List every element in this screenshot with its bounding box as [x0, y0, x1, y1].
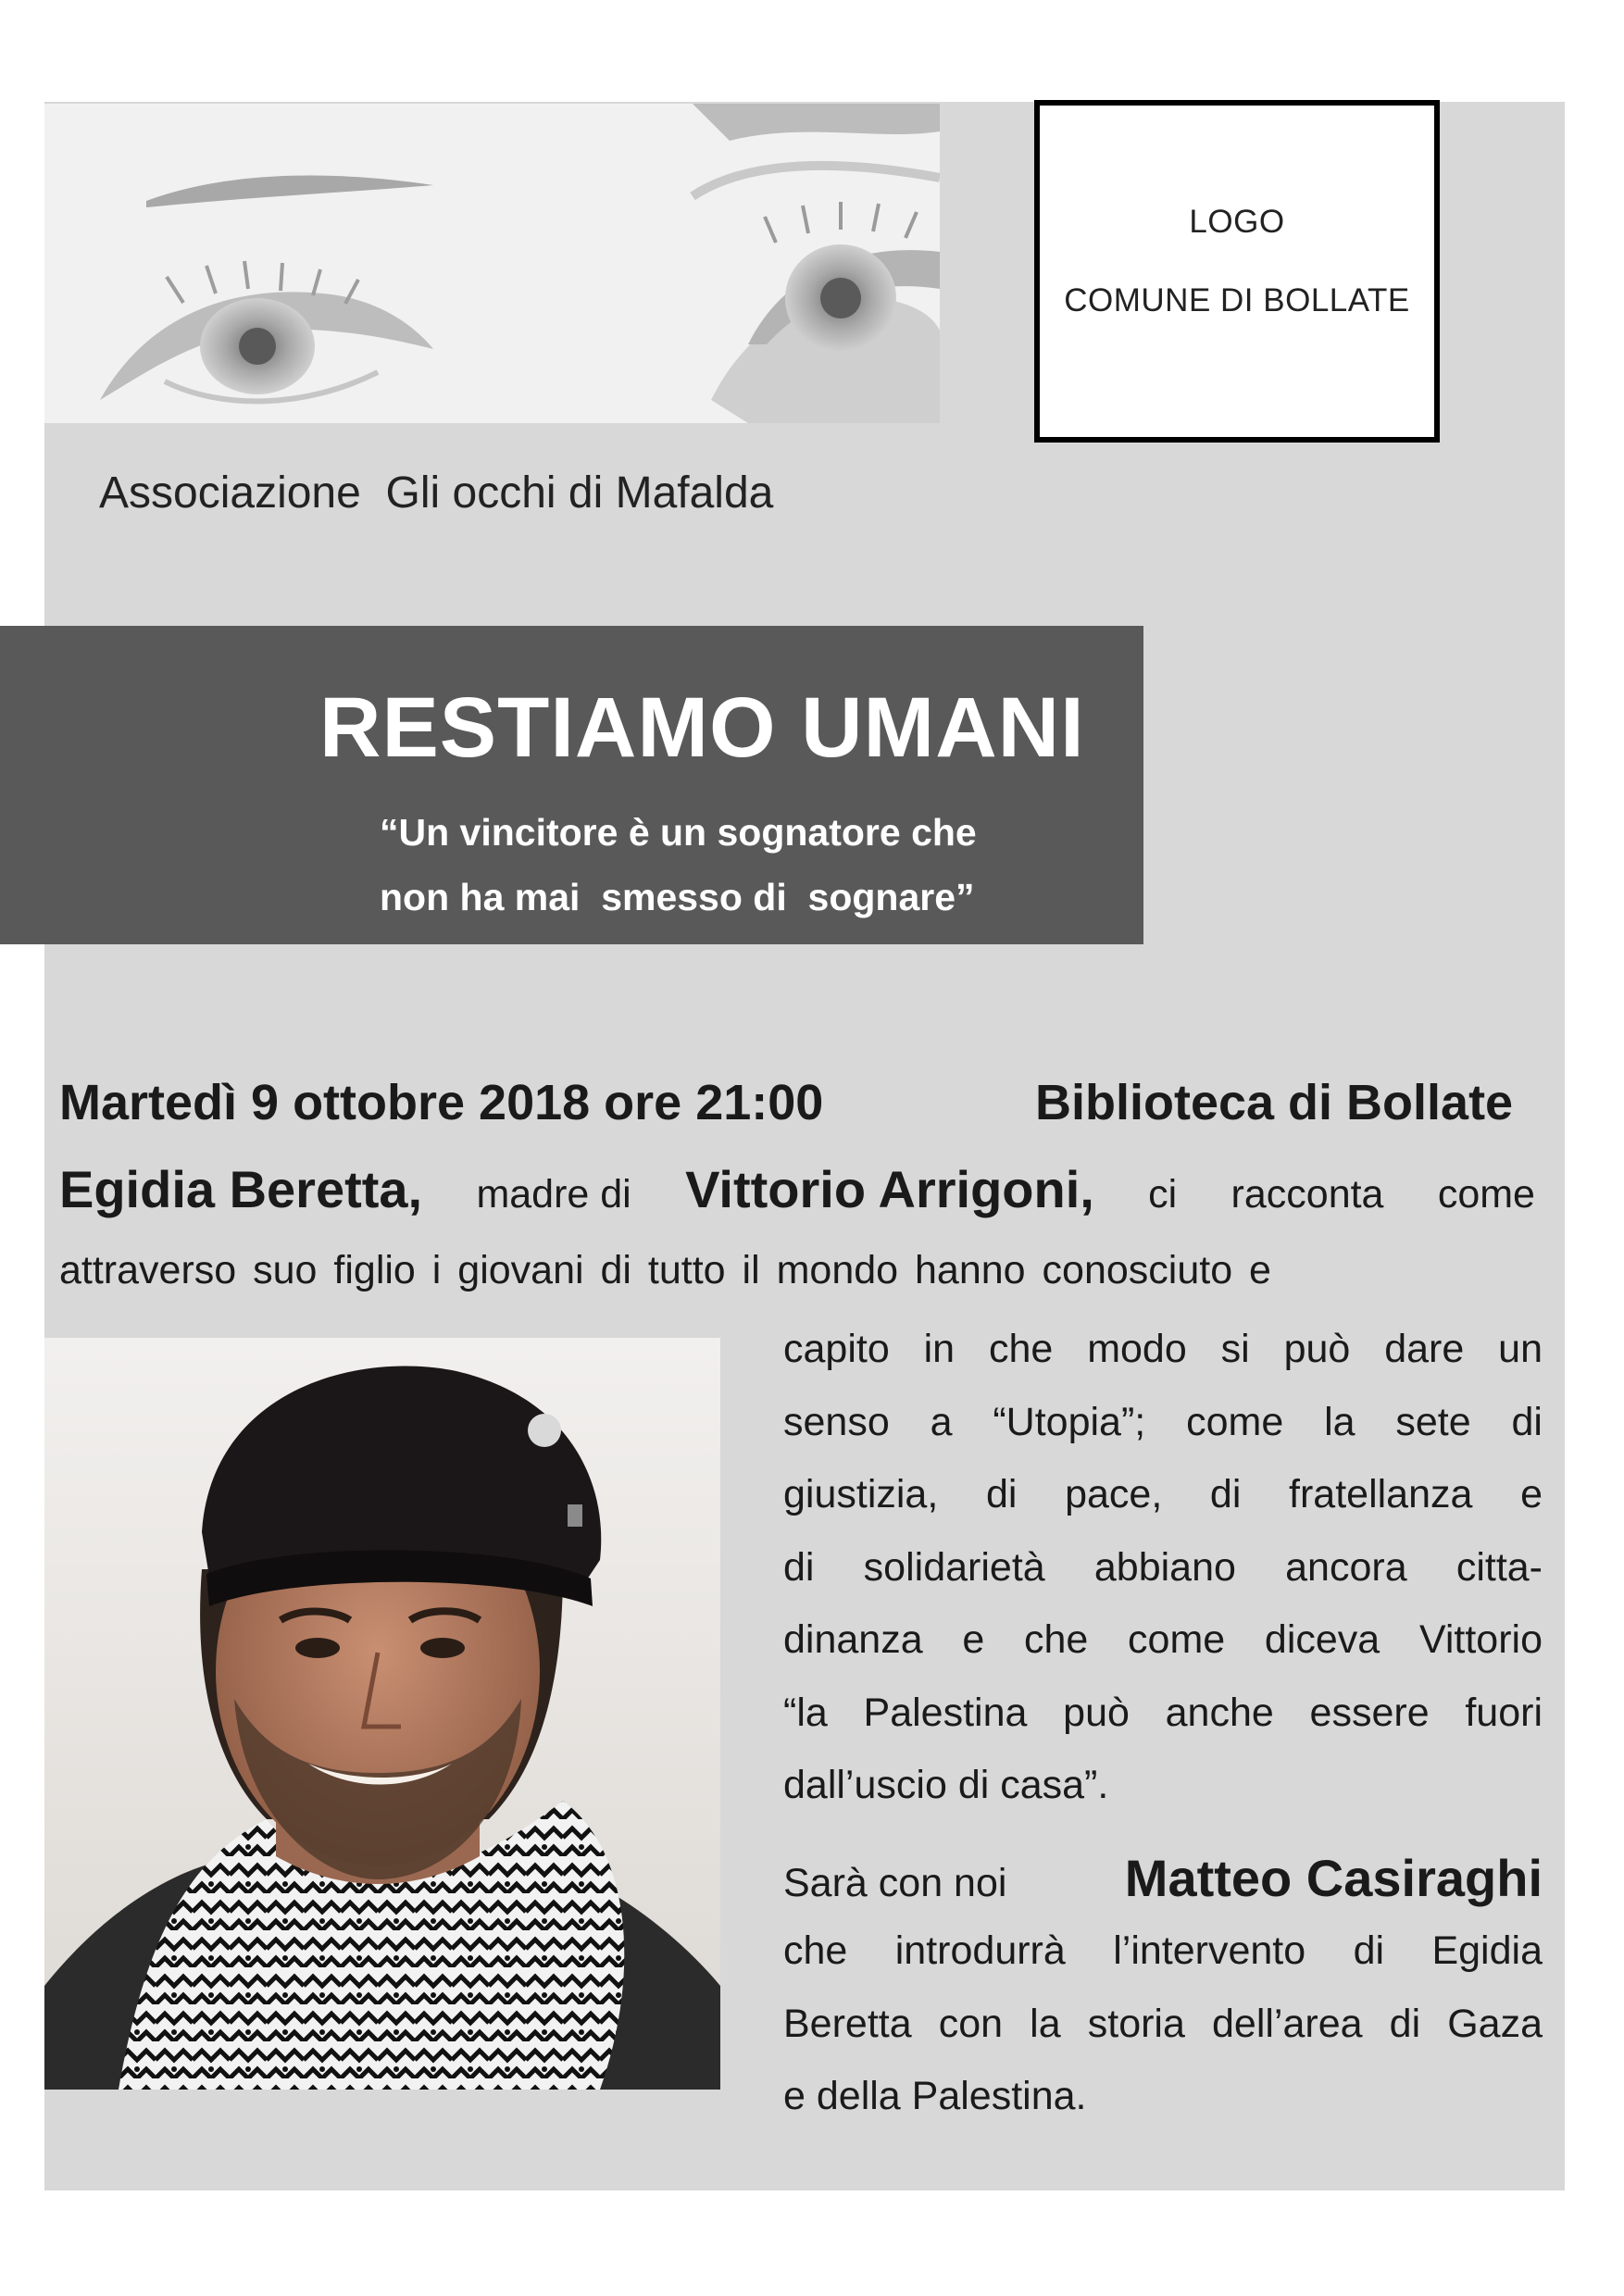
event-date-time: Martedì 9 ottobre 2018 ore 21:00	[59, 1075, 824, 1130]
body-line: giustizia, di pace, di fratellanza e	[783, 1472, 1543, 1516]
association-name: Associazione Gli occhi di Mafalda	[99, 468, 774, 518]
logo-label: LOGO	[1189, 204, 1285, 240]
guest-prefix: Sarà con noi	[783, 1860, 1007, 1905]
intro-line-2: attraverso suo figlio i giovani di tutto il mondo hanno conosciuto e	[59, 1248, 1271, 1292]
banner-quote	[380, 800, 1046, 930]
intro-line	[59, 1159, 1535, 1219]
subject-name: Vittorio Arrigoni,	[685, 1160, 1094, 1218]
body-line: senso a “Utopia”; come la sete di	[783, 1399, 1543, 1444]
relation-text: madre di	[476, 1172, 631, 1217]
body-line: “la Palestina può anche essere fuori	[783, 1690, 1543, 1735]
quote-line: non ha mai smesso di sognare”	[380, 876, 975, 918]
event-title: RESTIAMO UMANI	[319, 680, 1085, 775]
quote-line: “Un vincitore è un sognatore che	[380, 811, 977, 854]
logo-placeholder	[1034, 100, 1440, 443]
body-line: dinanza e che come diceva Vittorio	[783, 1617, 1543, 1662]
intro-word: ci	[1148, 1172, 1178, 1217]
body-line: di solidarietà abbiano ancora citta-	[783, 1544, 1543, 1590]
body-text	[783, 1313, 1543, 2133]
closing-line: che introdurrà l’intervento di Egidia	[783, 1928, 1543, 1973]
body-line: dall’uscio di casa”.	[783, 1763, 1109, 1807]
title-banner	[0, 626, 1143, 944]
closing-line: e della Palestina.	[783, 2074, 1087, 2118]
guest-name: Matteo Casiraghi	[1124, 1848, 1543, 1907]
intro-word: come	[1437, 1172, 1535, 1217]
intro-word: racconta	[1230, 1172, 1384, 1217]
body-line: capito in che modo si può dare un	[783, 1327, 1543, 1371]
municipality-label: COMUNE DI BOLLATE	[1064, 282, 1410, 318]
portrait-photo	[44, 1338, 720, 2090]
speaker-name: Egidia Beretta,	[59, 1160, 423, 1218]
eyes-drawing	[44, 104, 940, 423]
closing-line: Beretta con la storia dell’area di Gaza	[783, 2001, 1543, 2046]
event-venue: Biblioteca di Bollate	[1035, 1075, 1514, 1130]
guest-line	[783, 1842, 1543, 1915]
